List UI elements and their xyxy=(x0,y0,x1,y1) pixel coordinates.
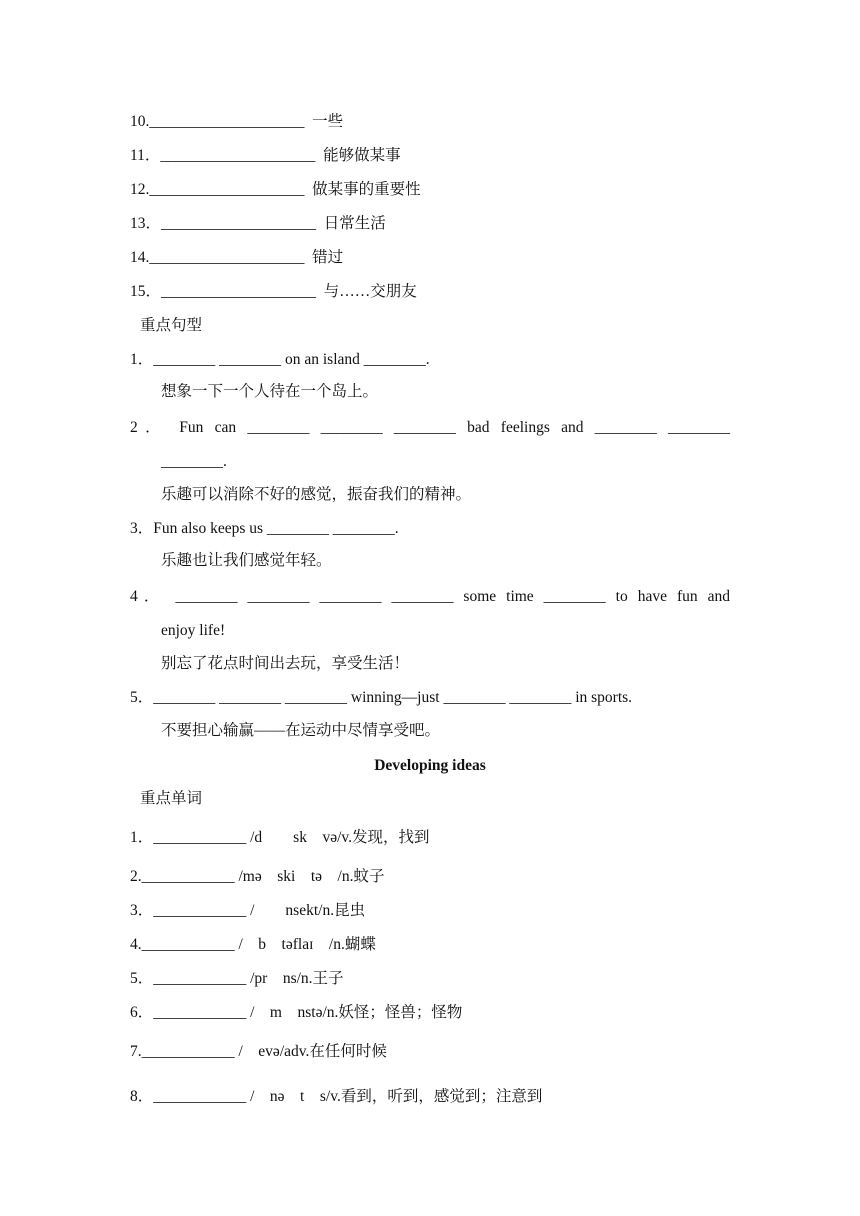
word-item: 1．____________ /d sk və/v.发现，找到 xyxy=(130,829,430,846)
sentence-4-english-cont: enjoy life! xyxy=(161,622,226,639)
sentence-4-chinese: 别忘了花点时间出去玩，享受生活！ xyxy=(161,655,410,672)
sentence-2-chinese: 乐趣可以消除不好的感觉，振奋我们的精神。 xyxy=(161,486,472,503)
sentence-1-english: 1．________ ________ on an island ________. xyxy=(130,351,430,368)
word-item: 5．____________ /pr ns/n.王子 xyxy=(130,970,344,987)
word-item: 8．____________ / nə t s/v.看到，听到，感觉到；注意到 xyxy=(130,1088,543,1105)
phrase-item: 11．____________________ 能够做某事 xyxy=(130,147,401,164)
phrase-item: 15．____________________ 与……交朋友 xyxy=(130,283,417,300)
word-item: 4.____________ / b təflaɪ /n.蝴蝶 xyxy=(130,936,376,953)
sentence-4-english: 4． ________ ________ ________ ________ some time ________ to have fun and xyxy=(130,588,730,605)
section-title: Developing ideas xyxy=(374,757,486,774)
sentence-5-chinese: 不要担心输赢——在运动中尽情享受吧。 xyxy=(161,722,441,739)
sentence-3-chinese: 乐趣也让我们感觉年轻。 xyxy=(161,552,332,569)
word-item: 6．____________ / m nstə/n.妖怪；怪兽；怪物 xyxy=(130,1004,463,1021)
sentence-2-english: 2． Fun can ________ ________ ________ bad feelings and ________ ________ xyxy=(130,419,730,436)
word-item: 2.____________ /mə ski tə /n.蚊子 xyxy=(130,868,385,885)
words-heading: 重点单词 xyxy=(140,790,203,807)
sentence-2-english-cont: ________. xyxy=(161,453,227,470)
word-item: 3．____________ / nsekt/n.昆虫 xyxy=(130,902,366,919)
sentence-1-chinese: 想象一下一个人待在一个岛上。 xyxy=(161,383,379,400)
phrase-item: 10.____________________ 一些 xyxy=(130,113,344,130)
phrase-item: 14.____________________ 错过 xyxy=(130,249,344,266)
phrase-item: 13．____________________ 日常生活 xyxy=(130,215,386,232)
sentence-3-english: 3．Fun also keeps us ________ ________. xyxy=(130,520,399,537)
sentences-heading: 重点句型 xyxy=(140,317,203,334)
sentence-5-english: 5．________ ________ ________ winning—just ________ ________ in sports. xyxy=(130,689,633,706)
word-item: 7.____________ / evə/adv.在任何时候 xyxy=(130,1043,387,1060)
phrase-item: 12.____________________ 做某事的重要性 xyxy=(130,181,421,198)
